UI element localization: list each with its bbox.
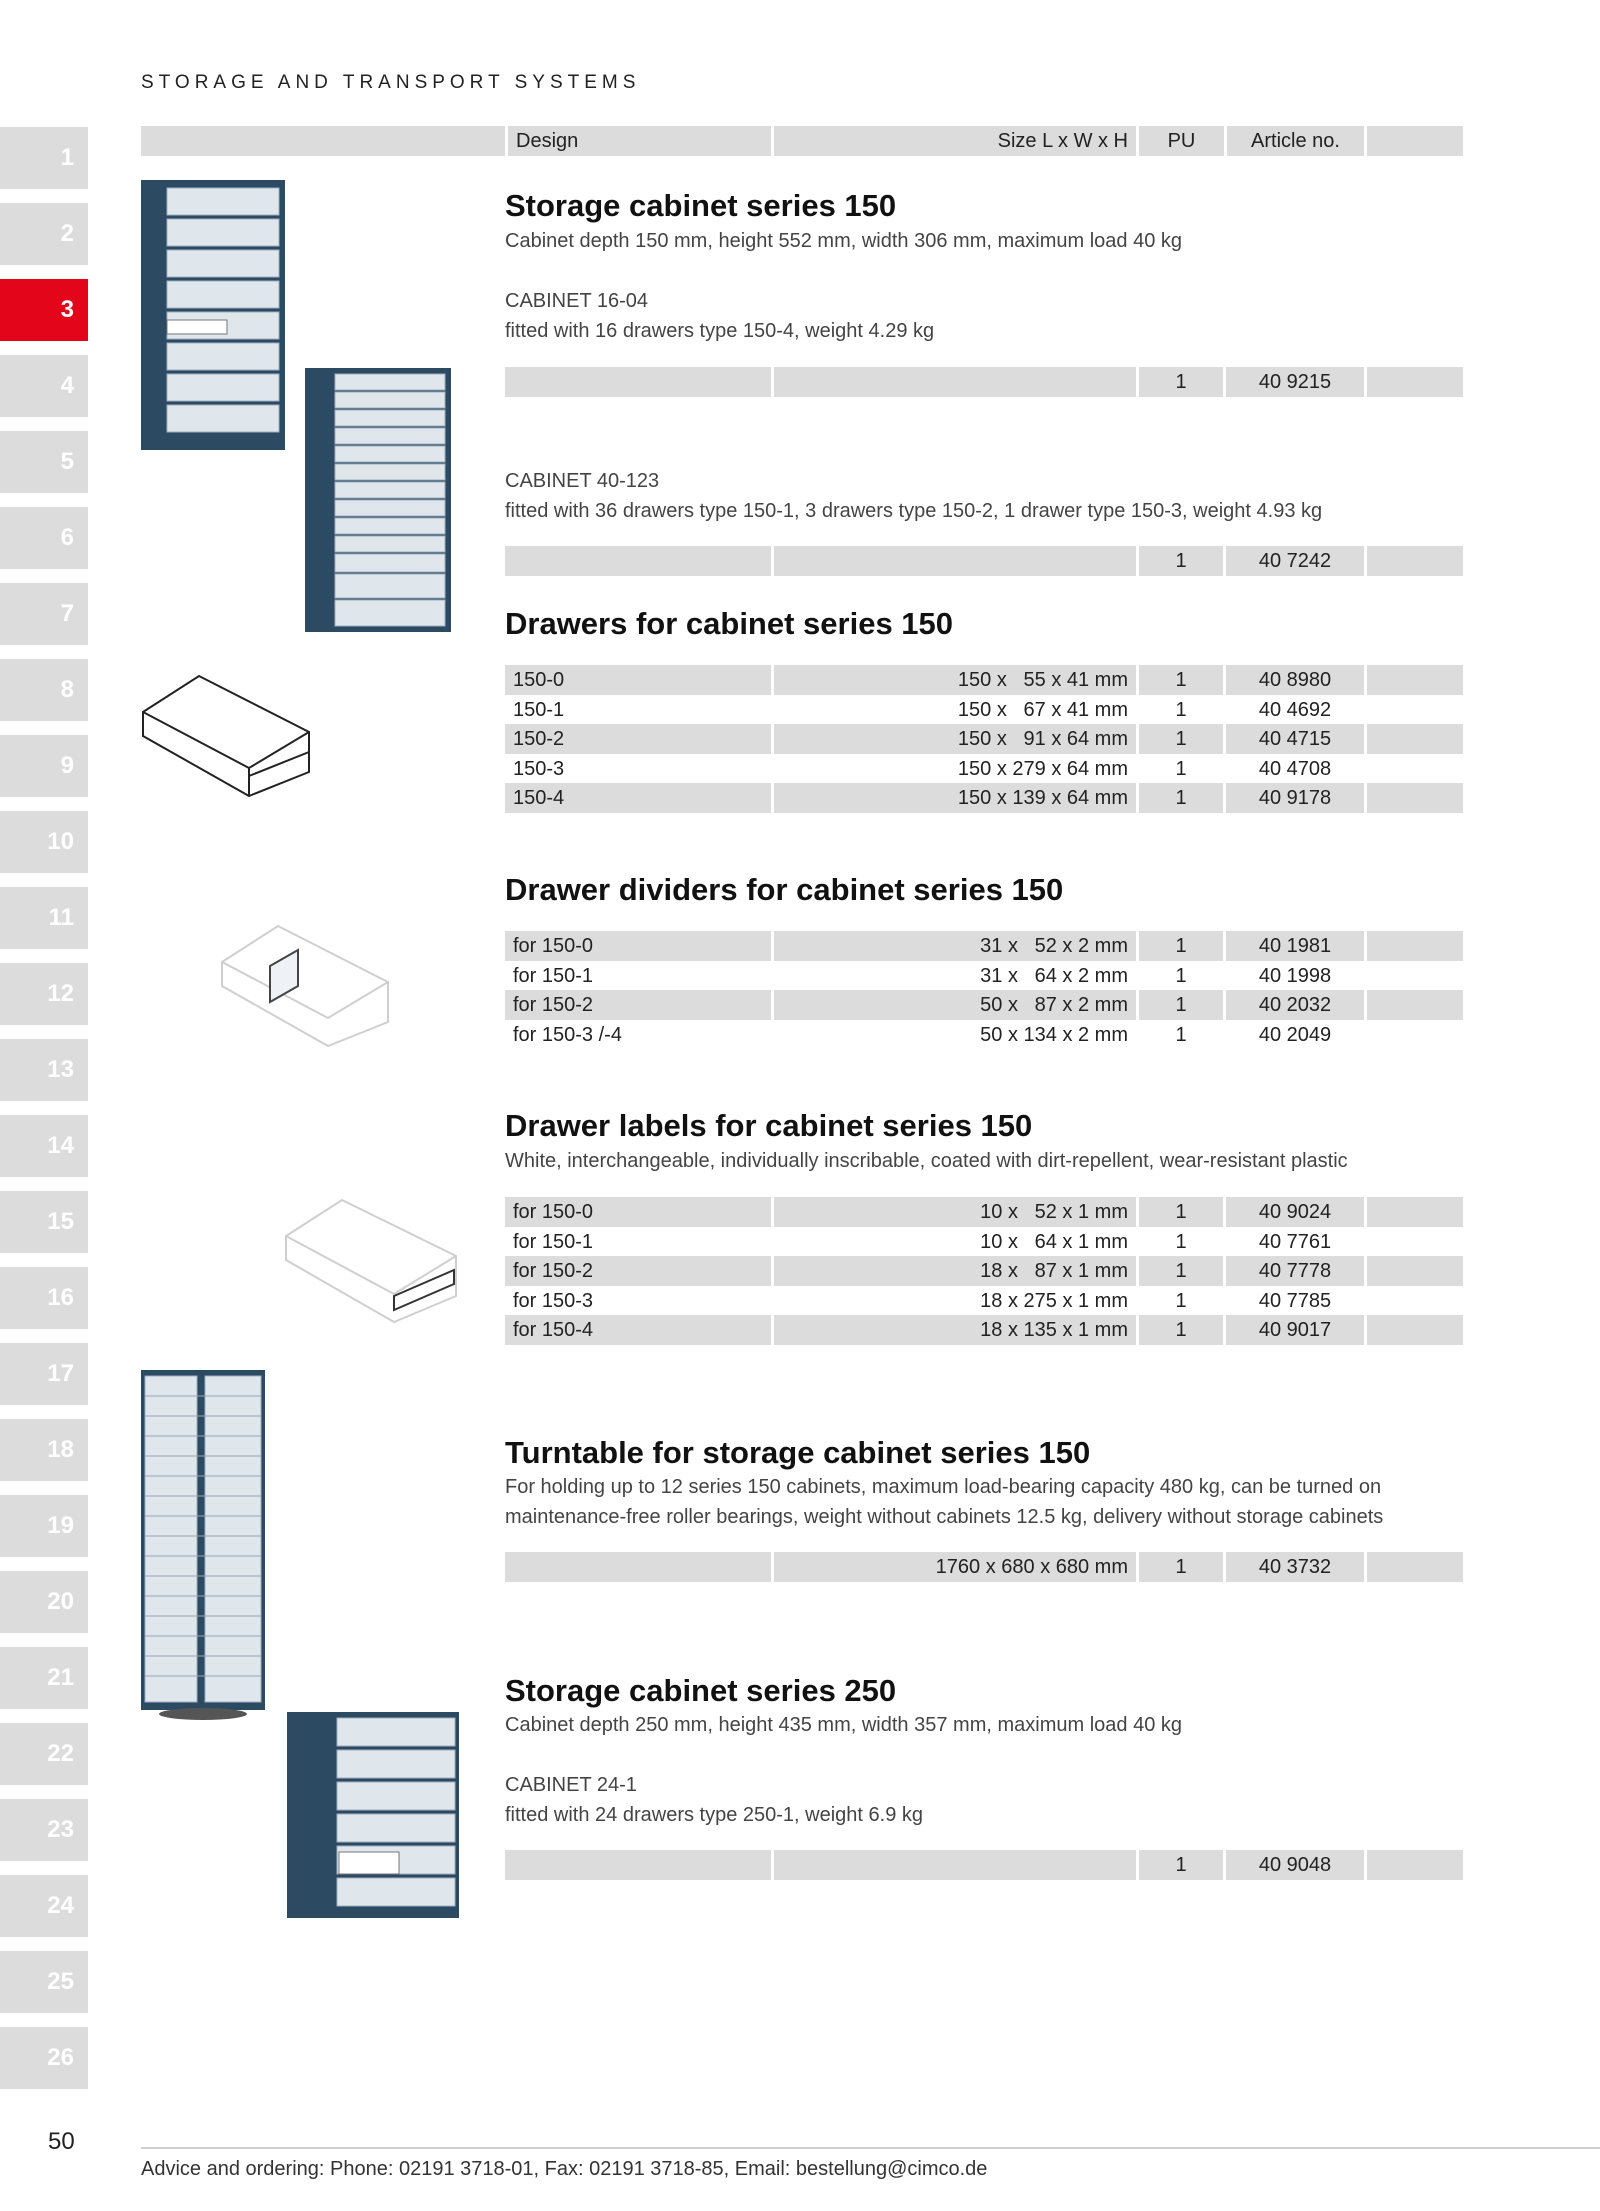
page-number: 50 <box>48 2128 75 2155</box>
labels-description: White, interchangeable, individually inscribable, coated with dirt-repellent, wear-resistant plastic <box>505 1150 1348 1172</box>
chapter-tab-17[interactable]: 17 <box>0 1343 88 1405</box>
row-size: 31 x 52 x 2 mm <box>774 931 1136 961</box>
chapter-tab-6[interactable]: 6 <box>0 507 88 569</box>
chapter-tab-2[interactable]: 2 <box>0 203 88 265</box>
row-article: 40 7242 <box>1226 546 1364 576</box>
row-size: 150 x 91 x 64 mm <box>774 724 1136 754</box>
row-article: 40 4715 <box>1226 724 1364 754</box>
row-design: for 150-3 <box>513 1290 594 1312</box>
row-size: 150 x 55 x 41 mm <box>774 665 1136 695</box>
row-pu: 1 <box>1139 1256 1223 1286</box>
row-article: 40 9024 <box>1226 1197 1364 1227</box>
header-article: Article no. <box>1227 126 1364 156</box>
header-spacer <box>141 126 505 156</box>
row-pu: 1 <box>1139 1552 1223 1582</box>
cabinet-40-123-name: CABINET 40-123 <box>505 470 660 492</box>
cabinet-40-123-image <box>305 368 451 632</box>
cabinet-250-description: Cabinet depth 250 mm, height 435 mm, width 357 mm, maximum load 40 kg <box>505 1714 1182 1736</box>
row-size: 150 x 279 x 64 mm <box>957 758 1128 780</box>
row-pu: 1 <box>1175 965 1187 987</box>
cabinet-24-1-description: fitted with 24 drawers type 250-1, weight 6.9 kg <box>505 1804 924 1826</box>
row-pu: 1 <box>1175 1024 1187 1046</box>
cabinet-16-04-description: fitted with 16 drawers type 150-4, weight 4.29 kg <box>505 320 935 342</box>
footer-rule <box>141 2147 1600 2149</box>
chapter-tab-26[interactable]: 26 <box>0 2027 88 2089</box>
section-title-cabinet-150: Storage cabinet series 150 <box>505 188 897 223</box>
row-design: for 150-4 <box>505 1315 771 1345</box>
row-article: 40 3732 <box>1226 1552 1364 1582</box>
row-pu: 1 <box>1139 1850 1223 1880</box>
row-design: 150-1 <box>513 699 565 721</box>
chapter-tab-19[interactable]: 19 <box>0 1495 88 1557</box>
row-article: 40 9017 <box>1226 1315 1364 1345</box>
chapter-tab-8[interactable]: 8 <box>0 659 88 721</box>
row-pu: 1 <box>1139 546 1223 576</box>
header-end <box>1367 126 1463 156</box>
row-size: 150 x 67 x 41 mm <box>957 699 1128 721</box>
row-article: 40 8980 <box>1226 665 1364 695</box>
row-design: for 150-1 <box>513 1231 594 1253</box>
section-title-drawers: Drawers for cabinet series 150 <box>505 606 954 641</box>
row-size: 1760 x 680 x 680 mm <box>774 1552 1136 1582</box>
chapter-tab-11[interactable]: 11 <box>0 887 88 949</box>
row-article: 40 1981 <box>1226 931 1364 961</box>
section-title-dividers: Drawer dividers for cabinet series 150 <box>505 872 1064 907</box>
chapter-tab-15[interactable]: 15 <box>0 1191 88 1253</box>
turntable-description-line2: maintenance-free roller bearings, weight without cabinets 12.5 kg, delivery without storage cabinets <box>505 1506 1384 1528</box>
row-size: 31 x 64 x 2 mm <box>980 965 1128 987</box>
row-design: for 150-0 <box>505 931 771 961</box>
row-pu: 1 <box>1139 931 1223 961</box>
header-design: Design <box>508 126 771 156</box>
chapter-tab-9[interactable]: 9 <box>0 735 88 797</box>
row-design: for 150-2 <box>505 1256 771 1286</box>
drawer-image <box>139 672 315 800</box>
row-size: 18 x 87 x 1 mm <box>774 1256 1136 1286</box>
row-size: 10 x 64 x 1 mm <box>980 1231 1128 1253</box>
row-article: 40 7785 <box>1258 1290 1332 1312</box>
row-article: 40 9178 <box>1226 783 1364 813</box>
row-pu: 1 <box>1175 1231 1187 1253</box>
chapter-tab-24[interactable]: 24 <box>0 1875 88 1937</box>
row-size: 150 x 139 x 64 mm <box>774 783 1136 813</box>
cabinet-150-description: Cabinet depth 150 mm, height 552 mm, width 306 mm, maximum load 40 kg <box>505 230 1182 252</box>
turntable-image <box>141 1370 265 1724</box>
chapter-tab-16[interactable]: 16 <box>0 1267 88 1329</box>
row-design: 150-4 <box>505 783 771 813</box>
section-title-turntable: Turntable for storage cabinet series 150 <box>505 1435 1091 1470</box>
drawer-label-image <box>282 1196 462 1326</box>
chapter-tab-5[interactable]: 5 <box>0 431 88 493</box>
chapter-tab-13[interactable]: 13 <box>0 1039 88 1101</box>
row-pu: 1 <box>1139 367 1223 397</box>
row-article: 40 7761 <box>1258 1231 1332 1253</box>
row-size: 18 x 275 x 1 mm <box>980 1290 1128 1312</box>
row-pu: 1 <box>1139 724 1223 754</box>
row-article: 40 4692 <box>1258 699 1332 721</box>
row-pu: 1 <box>1139 990 1223 1020</box>
row-size: 10 x 52 x 1 mm <box>774 1197 1136 1227</box>
row-pu: 1 <box>1175 1290 1187 1312</box>
cabinet-16-04-name: CABINET 16-04 <box>505 290 649 312</box>
chapter-tab-21[interactable]: 21 <box>0 1647 88 1709</box>
row-article: 40 1998 <box>1258 965 1332 987</box>
row-pu: 1 <box>1139 665 1223 695</box>
row-size: 18 x 135 x 1 mm <box>774 1315 1136 1345</box>
chapter-tab-4[interactable]: 4 <box>0 355 88 417</box>
row-design: for 150-0 <box>505 1197 771 1227</box>
chapter-tab-18[interactable]: 18 <box>0 1419 88 1481</box>
turntable-description-line1: For holding up to 12 series 150 cabinets, maximum load-bearing capacity 480 kg, can be turned on <box>505 1476 1382 1498</box>
chapter-tab-22[interactable]: 22 <box>0 1723 88 1785</box>
chapter-tab-23[interactable]: 23 <box>0 1799 88 1861</box>
cabinet-24-1-image <box>287 1712 459 1918</box>
row-pu: 1 <box>1139 1315 1223 1345</box>
drawer-divider-image <box>218 922 394 1050</box>
row-article: 40 9048 <box>1226 1850 1364 1880</box>
row-article: 40 7778 <box>1226 1256 1364 1286</box>
row-pu: 1 <box>1139 1197 1223 1227</box>
running-head: STORAGE AND TRANSPORT SYSTEMS <box>141 72 641 93</box>
row-design: for 150-2 <box>505 990 771 1020</box>
chapter-tab-1[interactable]: 1 <box>0 127 88 189</box>
row-size: 50 x 134 x 2 mm <box>980 1024 1128 1046</box>
cabinet-40-123-description: fitted with 36 drawers type 150-1, 3 drawers type 150-2, 1 drawer type 150-3, weight 4.93 kg <box>505 500 1323 522</box>
chapter-tab-25[interactable]: 25 <box>0 1951 88 2013</box>
row-design: 150-0 <box>505 665 771 695</box>
row-article: 40 2032 <box>1226 990 1364 1020</box>
cabinet-24-1-name: CABINET 24-1 <box>505 1774 637 1796</box>
row-pu: 1 <box>1139 783 1223 813</box>
chapter-tab-12[interactable]: 12 <box>0 963 88 1025</box>
row-article: 40 9215 <box>1226 367 1364 397</box>
row-article: 40 4708 <box>1258 758 1332 780</box>
row-design: 150-2 <box>505 724 771 754</box>
chapter-tab-7[interactable]: 7 <box>0 583 88 645</box>
row-pu: 1 <box>1175 699 1187 721</box>
section-title-labels: Drawer labels for cabinet series 150 <box>505 1108 1033 1143</box>
row-design: for 150-3 /-4 <box>513 1024 622 1046</box>
chapter-tab-10[interactable]: 10 <box>0 811 88 873</box>
row-design: 150-3 <box>513 758 565 780</box>
row-design: for 150-1 <box>513 965 594 987</box>
cabinet-16-04-image <box>141 180 285 450</box>
chapter-tab-3[interactable]: 3 <box>0 279 88 341</box>
row-pu: 1 <box>1175 758 1187 780</box>
footer-contact: Advice and ordering: Phone: 02191 3718-01, Fax: 02191 3718-85, Email: bestellung@cimco.de <box>141 2158 988 2180</box>
row-article: 40 2049 <box>1258 1024 1332 1046</box>
header-size: Size L x W x H <box>774 126 1136 156</box>
chapter-tab-14[interactable]: 14 <box>0 1115 88 1177</box>
chapter-tab-20[interactable]: 20 <box>0 1571 88 1633</box>
header-pu: PU <box>1139 126 1224 156</box>
section-title-cabinet-250: Storage cabinet series 250 <box>505 1673 897 1708</box>
row-size: 50 x 87 x 2 mm <box>774 990 1136 1020</box>
